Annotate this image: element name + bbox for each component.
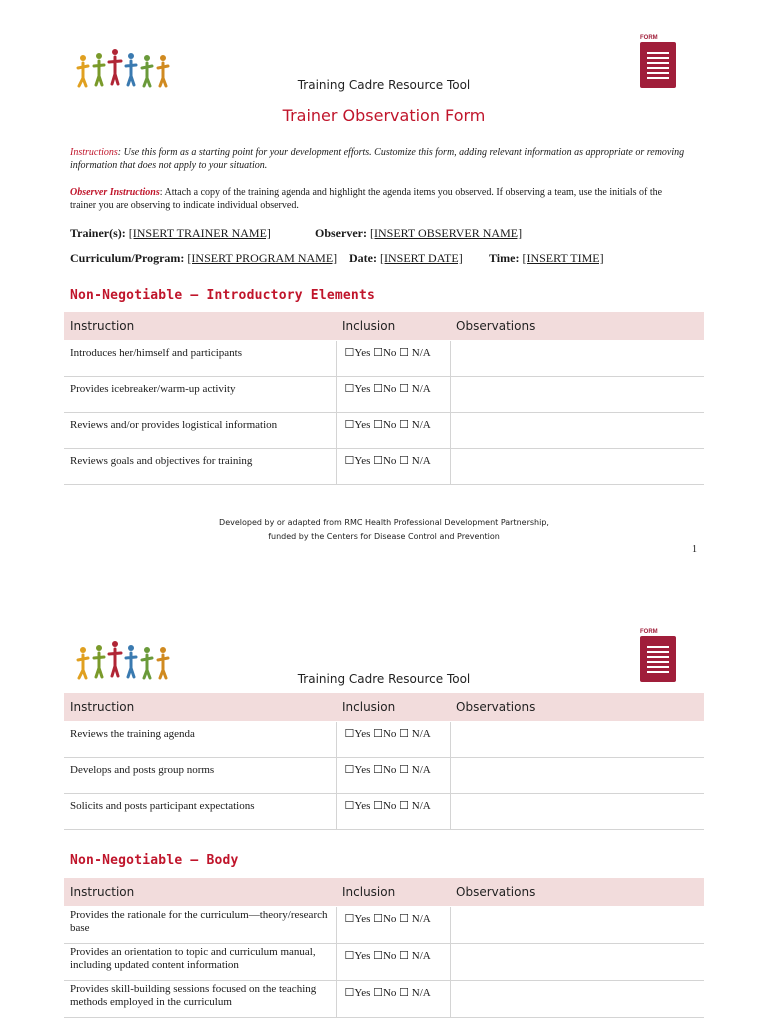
inclusion-checkboxes[interactable]: ☐Yes ☐No ☐ N/A bbox=[336, 377, 450, 413]
column-header-instruction: Instruction bbox=[64, 878, 336, 907]
time-value[interactable]: [INSERT TIME] bbox=[522, 251, 604, 265]
observations-cell[interactable] bbox=[450, 981, 704, 1018]
table-row bbox=[64, 907, 704, 944]
inclusion-checkboxes[interactable]: ☐Yes ☐No ☐ N/A bbox=[336, 413, 450, 449]
observations-cell[interactable] bbox=[450, 944, 704, 981]
resource-title: Training Cadre Resource Tool bbox=[297, 672, 471, 686]
table-row bbox=[64, 722, 704, 758]
instruction-cell: Provides icebreaker/warm-up activity bbox=[64, 377, 336, 413]
inclusion-checkboxes[interactable]: ☐Yes ☐No ☐ N/A bbox=[336, 794, 450, 830]
observer-instructions-paragraph bbox=[70, 186, 690, 212]
observations-cell[interactable] bbox=[450, 758, 704, 794]
instruction-cell: Provides an orientation to topic and curriculum manual, including updated content information bbox=[64, 944, 336, 981]
inclusion-checkboxes[interactable]: ☐Yes ☐No ☐ N/A bbox=[336, 341, 450, 377]
column-header-observations: Observations bbox=[450, 312, 704, 341]
introductory-elements-table bbox=[64, 312, 704, 485]
observations-cell[interactable] bbox=[450, 341, 704, 377]
column-header-inclusion: Inclusion bbox=[336, 693, 450, 722]
inclusion-checkboxes[interactable]: ☐Yes ☐No ☐ N/A bbox=[336, 722, 450, 758]
observations-cell[interactable] bbox=[450, 449, 704, 485]
instruction-cell: Provides skill-building sessions focused on the teaching methods employed in the curriculum bbox=[64, 981, 336, 1018]
table-row bbox=[64, 449, 704, 485]
instructions-text: : Use this form as a starting point for your development efforts. Customize this form, adding relevant information as appropriate or removing information that does not apply to your situation. bbox=[70, 147, 685, 171]
instruction-cell: Reviews goals and objectives for training bbox=[64, 449, 336, 485]
curriculum-label: Curriculum/Program: bbox=[70, 251, 185, 265]
section-title-introductory: Non-Negotiable — Introductory Elements bbox=[70, 288, 376, 303]
instruction-cell: Provides the rationale for the curriculum—theory/research base bbox=[64, 907, 336, 944]
column-header-instruction: Instruction bbox=[64, 693, 336, 722]
observations-cell[interactable] bbox=[450, 794, 704, 830]
instructions-paragraph bbox=[70, 146, 690, 172]
footer-line-1: Developed by or adapted from RMC Health Professional Development Partnership, bbox=[219, 518, 549, 527]
column-header-inclusion: Inclusion bbox=[336, 878, 450, 907]
observer-label: Observer: bbox=[315, 226, 367, 240]
column-header-instruction: Instruction bbox=[64, 312, 336, 341]
table-header-row bbox=[64, 878, 704, 907]
column-header-inclusion: Inclusion bbox=[336, 312, 450, 341]
instruction-cell: Develops and posts group norms bbox=[64, 758, 336, 794]
page-number: 1 bbox=[692, 544, 697, 555]
table-row bbox=[64, 944, 704, 981]
observations-cell[interactable] bbox=[450, 907, 704, 944]
instruction-cell: Reviews the training agenda bbox=[64, 722, 336, 758]
table-row bbox=[64, 341, 704, 377]
instruction-cell: Solicits and posts participant expectations bbox=[64, 794, 336, 830]
table-row bbox=[64, 758, 704, 794]
column-header-observations: Observations bbox=[450, 693, 704, 722]
inclusion-checkboxes[interactable]: ☐Yes ☐No ☐ N/A bbox=[336, 944, 450, 981]
observations-cell[interactable] bbox=[450, 722, 704, 758]
instruction-cell: Introduces her/himself and participants bbox=[64, 341, 336, 377]
date-label: Date: bbox=[349, 251, 377, 265]
form-icon-label: FORM bbox=[640, 629, 658, 635]
date-value[interactable]: [INSERT DATE] bbox=[379, 251, 463, 265]
inclusion-checkboxes[interactable]: ☐Yes ☐No ☐ N/A bbox=[336, 981, 450, 1018]
instruction-cell: Reviews and/or provides logistical information bbox=[64, 413, 336, 449]
resource-title: Training Cadre Resource Tool bbox=[297, 78, 471, 92]
observer-instructions-text: : Attach a copy of the training agenda and highlight the agenda items you observed. If observing a team, use the initials of the trainer you are observing to indicate individual observed. bbox=[70, 187, 663, 211]
table-row bbox=[64, 377, 704, 413]
observations-cell[interactable] bbox=[450, 413, 704, 449]
observer-field bbox=[315, 226, 522, 241]
date-field bbox=[349, 251, 463, 266]
trainer-value[interactable]: [INSERT TRAINER NAME] bbox=[128, 226, 271, 240]
table-header-row bbox=[64, 312, 704, 341]
trainer-label: Trainer(s): bbox=[70, 226, 126, 240]
table-header-row bbox=[64, 693, 704, 722]
section-title-body: Non-Negotiable — Body bbox=[70, 853, 239, 868]
instructions-label: Instructions bbox=[70, 147, 118, 158]
body-table bbox=[64, 878, 704, 1018]
inclusion-checkboxes[interactable]: ☐Yes ☐No ☐ N/A bbox=[336, 907, 450, 944]
form-title: Trainer Observation Form bbox=[282, 106, 486, 125]
time-field bbox=[489, 251, 604, 266]
time-label: Time: bbox=[489, 251, 520, 265]
trainer-field bbox=[70, 226, 271, 241]
footer-credit bbox=[0, 516, 768, 544]
inclusion-checkboxes[interactable]: ☐Yes ☐No ☐ N/A bbox=[336, 758, 450, 794]
introductory-elements-continued-table bbox=[64, 693, 704, 830]
table-row bbox=[64, 794, 704, 830]
table-row bbox=[64, 981, 704, 1018]
curriculum-field bbox=[70, 251, 337, 266]
table-row bbox=[64, 413, 704, 449]
form-icon-label: FORM bbox=[640, 35, 658, 41]
column-header-observations: Observations bbox=[450, 878, 704, 907]
observer-instructions-label: Observer Instructions bbox=[70, 187, 160, 198]
observer-value[interactable]: [INSERT OBSERVER NAME] bbox=[369, 226, 523, 240]
curriculum-value[interactable]: [INSERT PROGRAM NAME] bbox=[187, 251, 338, 265]
observations-cell[interactable] bbox=[450, 377, 704, 413]
footer-line-2: funded by the Centers for Disease Control and Prevention bbox=[268, 532, 500, 541]
inclusion-checkboxes[interactable]: ☐Yes ☐No ☐ N/A bbox=[336, 449, 450, 485]
